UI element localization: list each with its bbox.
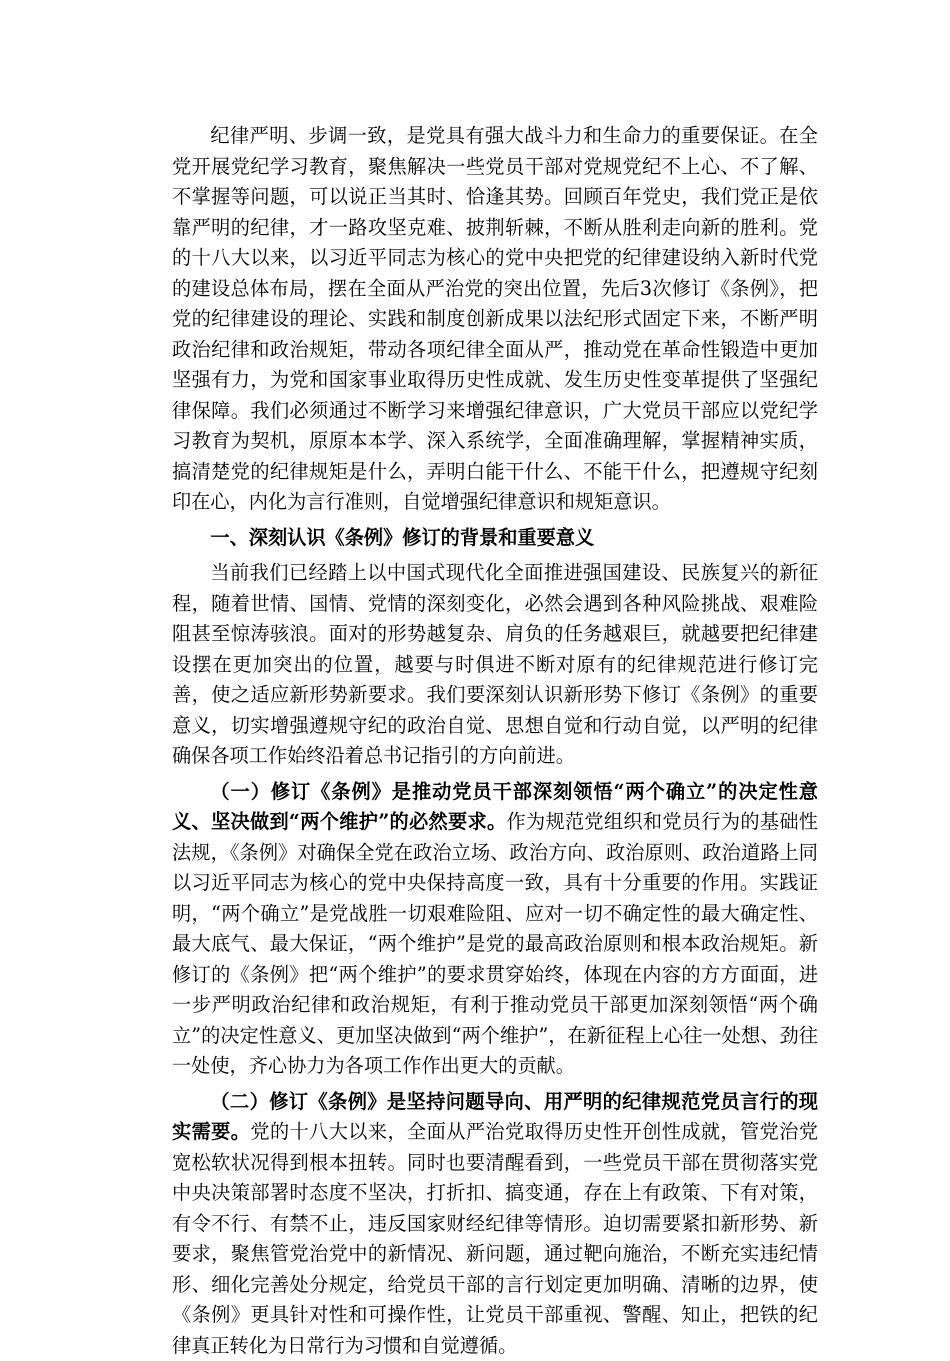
subsection-2-body: 党的十八大以来，全面从严治党取得历史性开创性成就，管党治党宽松软状况得到根本扭转。同时也要清醒看到，一些党员干部在贯彻落实党中央决策部署时态度不坚决，打折扣、搞变通，存在上有政策、下有对策，有令不行、有禁不止，违反国家财经纪律等情形。迫切需要紧扣新形势、新要求，聚焦管党治党中的新情况、新问题，通过靶向施治，不断充实违纪情形、细化完善处分规定，给党员干部的言行划定更加明确、清晰的边界，使《条例》更具针对性和可操作性，让党员干部重视、警醒、知止，把铁的纪律真正转化为日常行为习惯和自觉遵循。 — [172, 1120, 818, 1357]
subsection-2-paragraph — [172, 1087, 818, 1361]
section-1-heading: 一、深刻认识《条例》修订的背景和重要意义 — [172, 523, 818, 554]
subsection-1-paragraph — [172, 777, 818, 1082]
intro-paragraph: 纪律严明、步调一致，是党具有强大战斗力和生命力的重要保证。在全党开展党纪学习教育，聚焦解决一些党员干部对党规党纪不上心、不了解、不掌握等问题，可以说正当其时、恰逢其势。回顾百年党史，我们党正是依靠严明的纪律，才一路攻坚克难、披荆斩棘，不断从胜利走向新的胜利。党的十八大以来，以习近平同志为核心的党中央把党的纪律建设纳入新时代党的建设总体布局，摆在全面从严治党的突出位置，先后3次修订《条例》，把党的纪律建设的理论、实践和制度创新成果以法纪形式固定下来，不断严明政治纪律和政治规矩，带动各项纪律全面从严，推动党在革命性锻造中更加坚强有力，为党和国家事业取得历史性成就、发生历史性变革提供了坚强纪律保障。我们必须通过不断学习来增强纪律意识，广大党员干部应以党纪学习教育为契机，原原本本学、深入系统学，全面准确理解，掌握精神实质，搞清楚党的纪律规矩是什么，弄明白能干什么、不能干什么，把遵规守纪刻印在心，内化为言行准则，自觉增强纪律意识和规矩意识。 — [172, 121, 818, 518]
subsection-1-body: 作为规范党组织和党员行为的基础性法规，《条例》对确保全党在政治立场、政治方向、政治原则、政治道路上同以习近平同志为核心的党中央保持高度一致，具有十分重要的作用。实践证明，“两个确立”是党战胜一切艰难险阻、应对一切不确定性的最大确定性、最大底气、最大保证，“两个维护”是党的最高政治原则和根本政治规矩。新修订的《条例》把“两个维护”的要求贯穿始终，体现在内容的方方面面，进一步严明政治纪律和政治规矩，有利于推动党员干部更加深刻领悟“两个确立”的决定性意义、更加坚决做到“两个维护”，在新征程上心往一处想、劲往一处使，齐心协力为各项工作作出更大的贡献。 — [172, 810, 818, 1077]
subsection-1-lead: （一）修订《条例》是推动党员干部深刻领悟“两个确立”的决定性意义、坚决做到“两个维护”的必然要求。 — [172, 780, 818, 834]
document-body — [172, 121, 818, 1361]
section-1-paragraph: 当前我们已经踏上以中国式现代化全面推进强国建设、民族复兴的新征程，随着世情、国情、党情的深刻变化，必然会遇到各种风险挑战、艰难险阻甚至惊涛骇浪。面对的形势越复杂、肩负的任务越艰巨，就越要把纪律建设摆在更加突出的位置，越要与时俱进不断对原有的纪律规范进行修订完善，使之适应新形势新要求。我们要深刻认识新形势下修订《条例》的重要意义，切实增强遵规守纪的政治自觉、思想自觉和行动自觉，以严明的纪律确保各项工作始终沿着总书记指引的方向前进。 — [172, 558, 818, 772]
subsection-2-lead: （二）修订《条例》是坚持问题导向、用严明的纪律规范党员言行的现实需要。 — [172, 1090, 818, 1144]
